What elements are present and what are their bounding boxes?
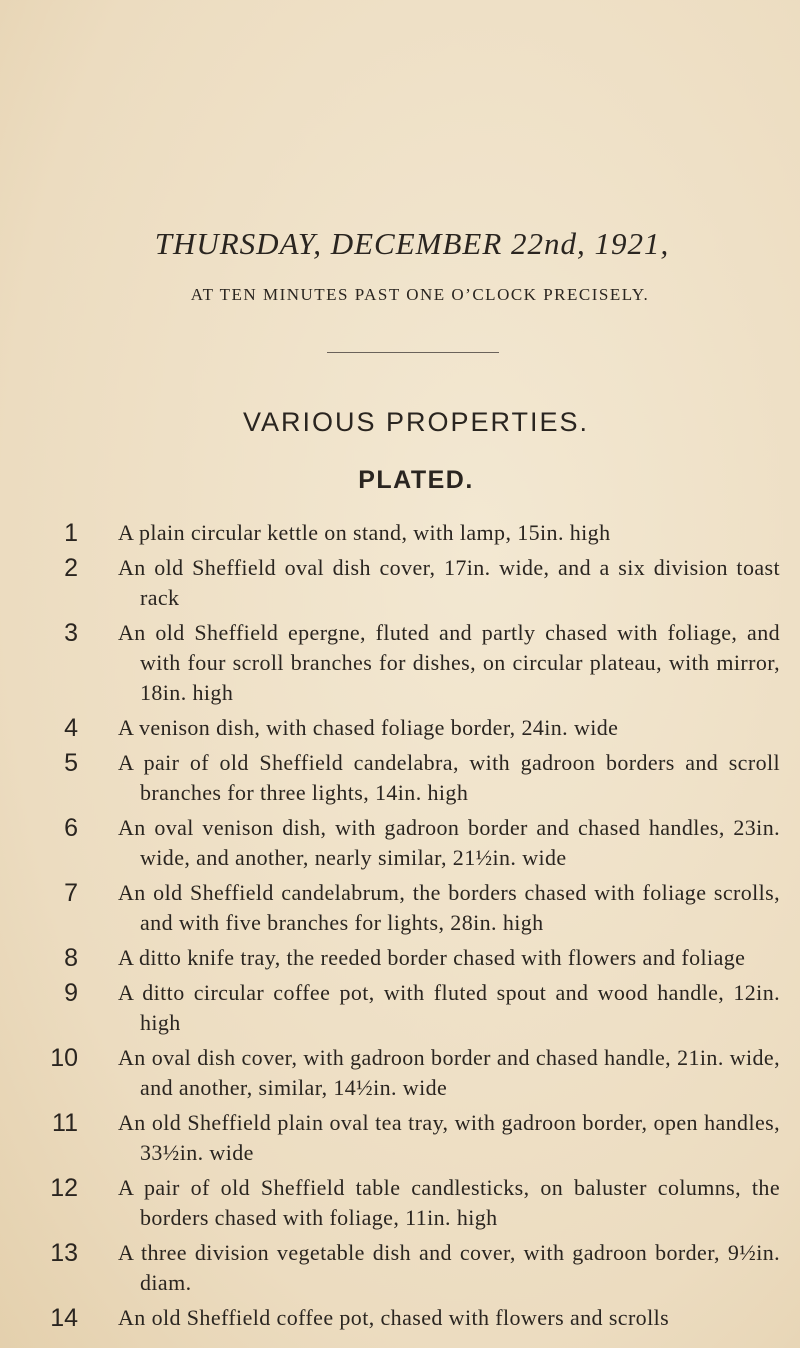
lot-number: 14 bbox=[50, 1304, 78, 1332]
lot-item bbox=[0, 1173, 800, 1233]
lot-description: A ditto knife tray, the reeded border chased with flowers and foliage bbox=[118, 945, 746, 970]
lot-item bbox=[0, 1043, 800, 1103]
lot-item bbox=[0, 813, 800, 873]
lot-item bbox=[0, 518, 800, 548]
lot-description: An oval venison dish, with gadroon border and chased handles, 23in. wide, and another, nearly similar, 21½in. wide bbox=[118, 815, 780, 870]
lot-number: 10 bbox=[50, 1044, 78, 1072]
lot-item bbox=[0, 878, 800, 938]
lot-description: A three division vegetable dish and cover, with gadroon border, 9½in. diam. bbox=[118, 1240, 780, 1295]
lot-description: An old Sheffield plain oval tea tray, with gadroon border, open handles, 33½in. wide bbox=[118, 1110, 780, 1165]
divider-rule bbox=[327, 352, 499, 353]
lot-description: An old Sheffield coffee pot, chased with flowers and scrolls bbox=[118, 1305, 670, 1330]
lot-item bbox=[0, 978, 800, 1038]
lot-description: An old Sheffield epergne, fluted and partly chased with foliage, and with four scroll branches for dishes, on circular plateau, with mirror, 18in. high bbox=[118, 620, 780, 705]
lot-item bbox=[0, 943, 800, 973]
lot-number: 12 bbox=[50, 1174, 78, 1202]
lot-item bbox=[0, 1303, 800, 1333]
lot-number: 7 bbox=[64, 879, 78, 907]
lot-number: 6 bbox=[64, 814, 78, 842]
lot-description: A pair of old Sheffield candelabra, with gadroon borders and scroll branches for three lights, 14in. high bbox=[118, 750, 780, 805]
lot-item bbox=[0, 553, 800, 613]
lot-description: An old Sheffield oval dish cover, 17in. wide, and a six division toast rack bbox=[118, 555, 780, 610]
lot-description: A pair of old Sheffield table candlesticks, on baluster columns, the borders chased with foliage, 11in. high bbox=[118, 1175, 780, 1230]
lot-description: An oval dish cover, with gadroon border and chased handle, 21in. wide, and another, similar, 14½in. wide bbox=[118, 1045, 780, 1100]
lot-number: 11 bbox=[52, 1109, 78, 1137]
lot-number: 4 bbox=[64, 714, 78, 742]
lot-number: 9 bbox=[64, 979, 78, 1007]
section-title: VARIOUS PROPERTIES. bbox=[242, 407, 590, 437]
lot-item bbox=[0, 1108, 800, 1168]
subsection-title: PLATED. bbox=[358, 466, 474, 494]
lot-description: An old Sheffield candelabrum, the borders chased with foliage scrolls, and with five branches for lights, 28in. high bbox=[118, 880, 780, 935]
lot-item bbox=[0, 1238, 800, 1298]
lot-number: 3 bbox=[64, 619, 78, 647]
lot-description: A plain circular kettle on stand, with lamp, 15in. high bbox=[118, 520, 611, 545]
lot-item bbox=[0, 713, 800, 743]
lot-number: 13 bbox=[50, 1239, 78, 1267]
lot-description: A venison dish, with chased foliage border, 24in. wide bbox=[118, 715, 619, 740]
lot-number: 5 bbox=[64, 749, 78, 777]
lot-description: A ditto circular coffee pot, with fluted spout and wood handle, 12in. high bbox=[118, 980, 780, 1035]
lot-list bbox=[0, 518, 800, 1333]
lot-number: 1 bbox=[64, 519, 78, 547]
lot-number: 8 bbox=[64, 944, 78, 972]
sale-date-heading: THURSDAY, DECEMBER 22nd, 1921, bbox=[154, 226, 670, 261]
lot-item bbox=[0, 618, 800, 708]
lot-number: 2 bbox=[64, 554, 78, 582]
lot-item bbox=[0, 748, 800, 808]
sale-time-heading: AT TEN MINUTES PAST ONE O’CLOCK PRECISELY. bbox=[190, 285, 650, 304]
